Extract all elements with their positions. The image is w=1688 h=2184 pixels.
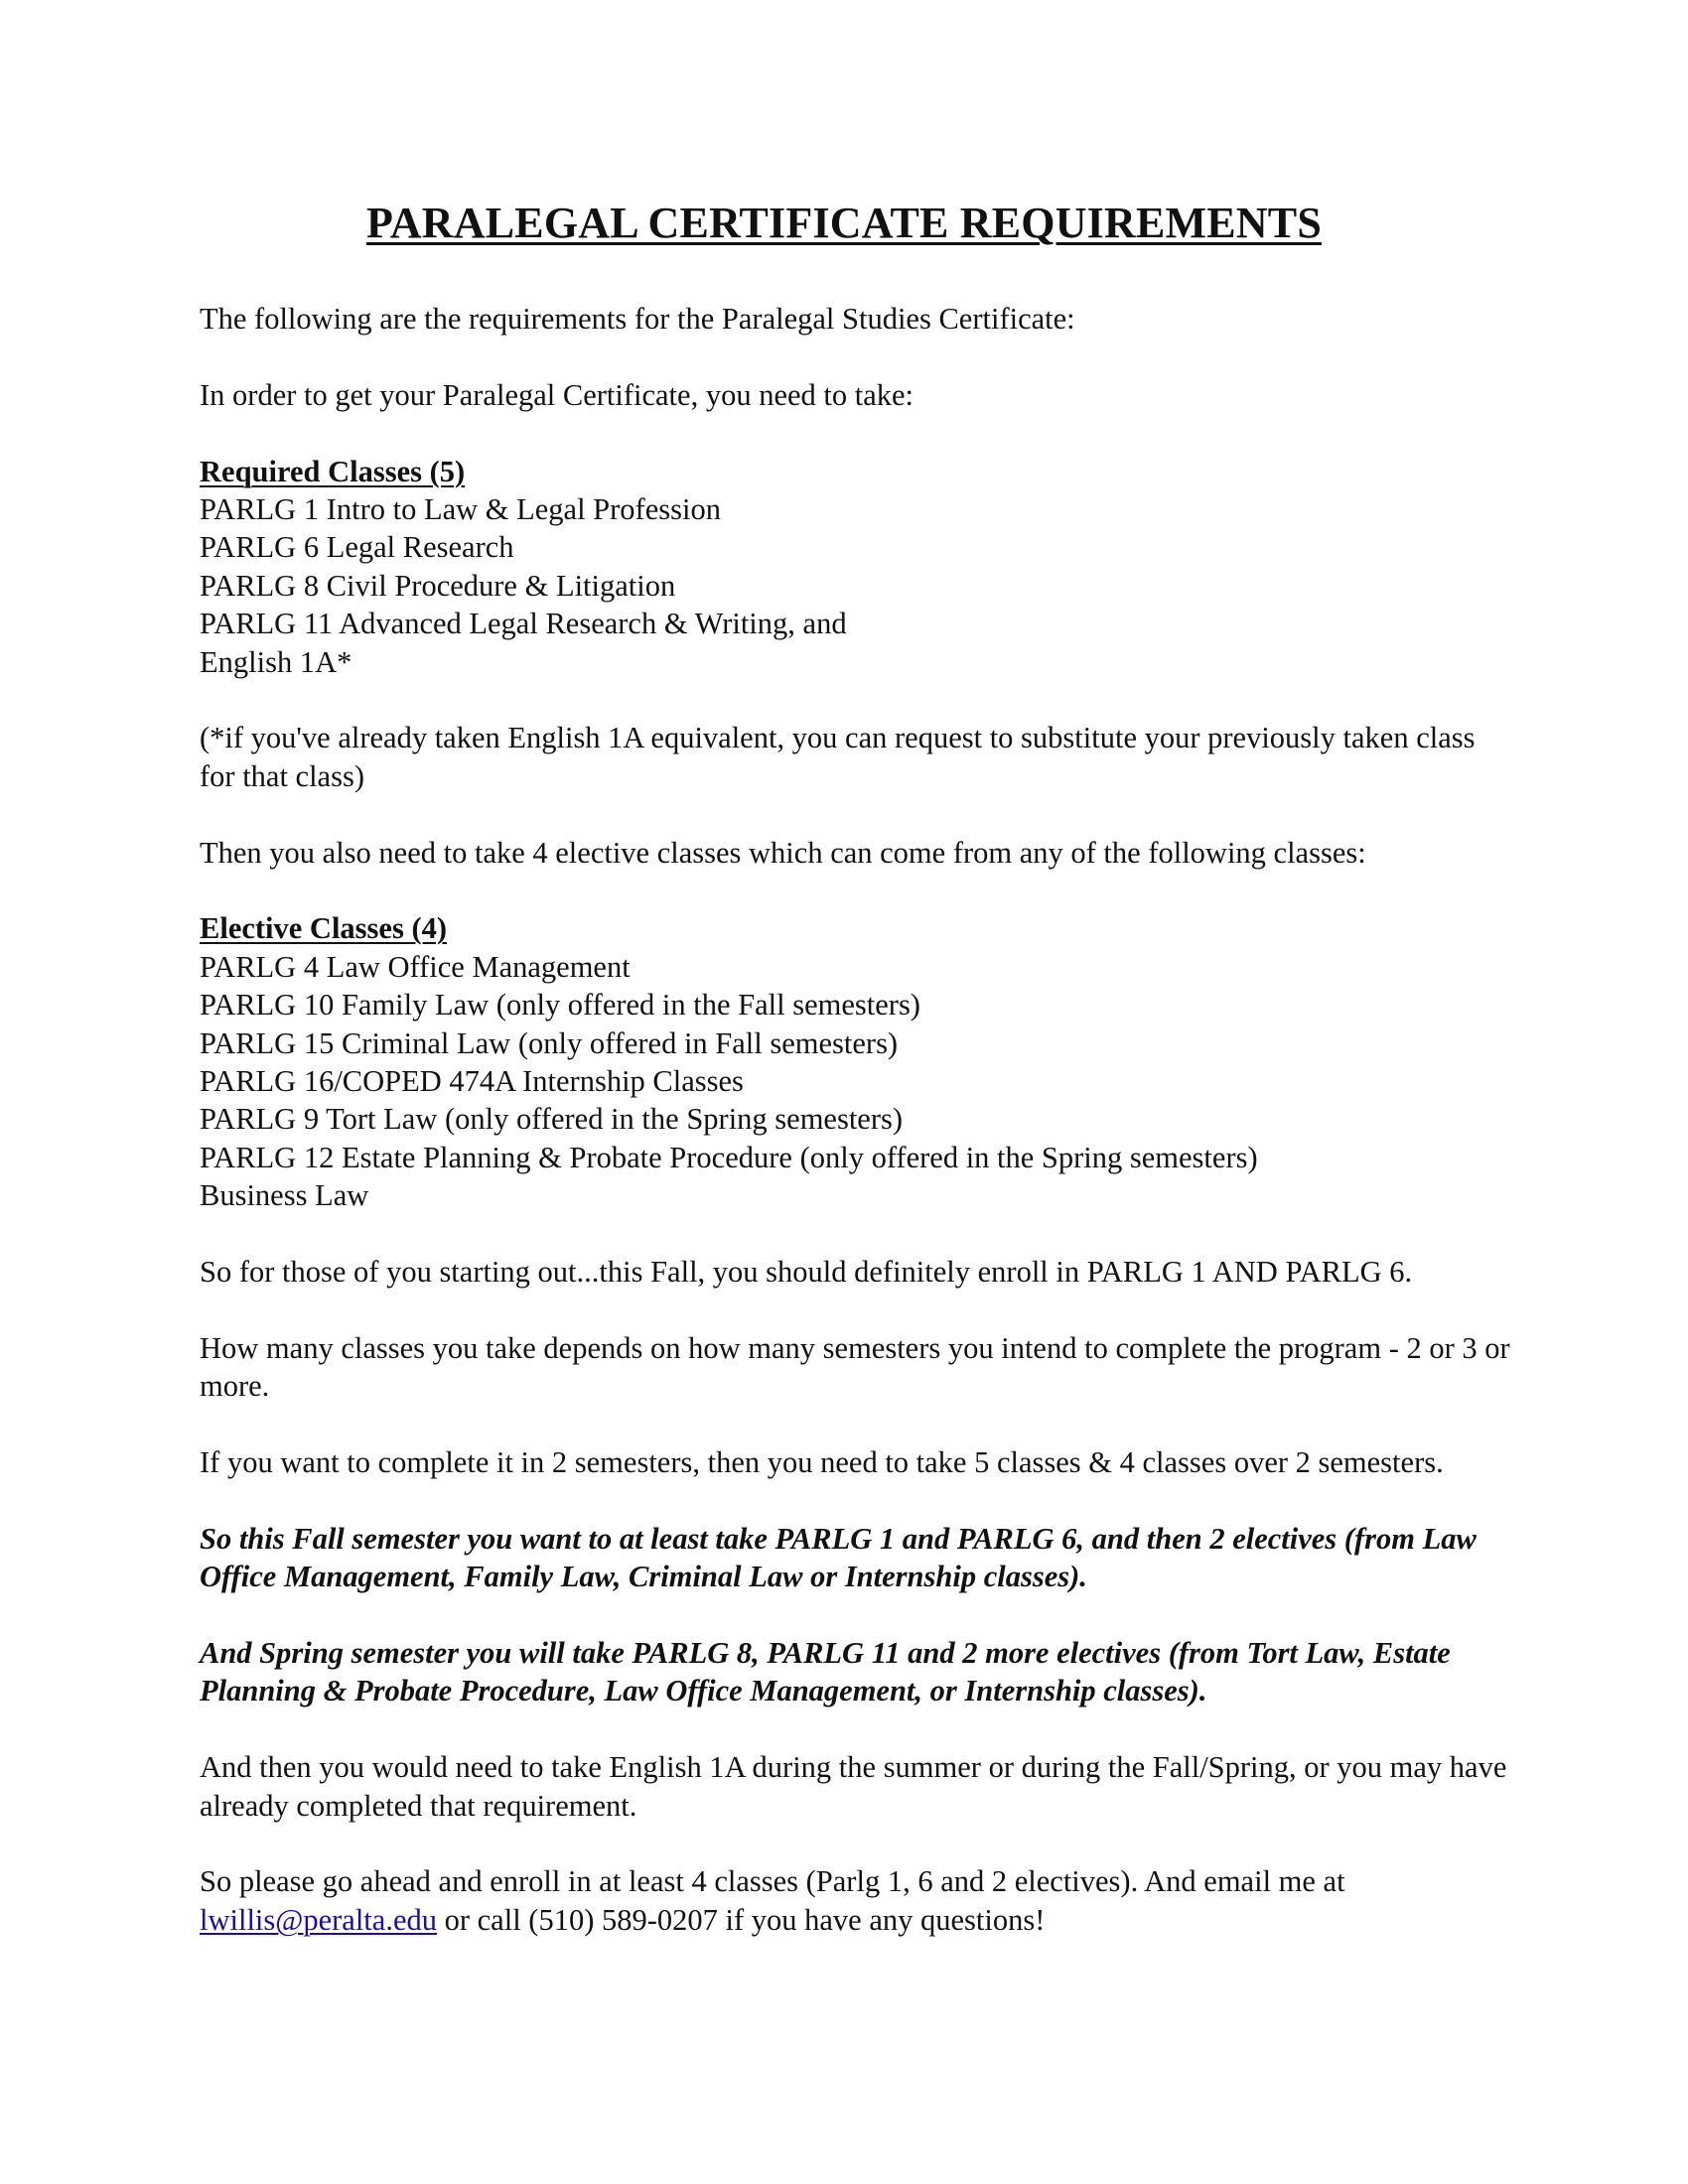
electives-intro-paragraph: Then you also need to take 4 elective classes which can come from any of the following classes:: [200, 835, 1366, 870]
required-classes-section: [200, 453, 1510, 681]
page-title-text: PARALEGAL CERTIFICATE REQUIREMENTS: [366, 199, 1322, 247]
required-class-item: PARLG 6 Legal Research: [200, 530, 514, 565]
elective-class-item: PARLG 4 Law Office Management: [200, 949, 631, 984]
closing-paragraph: [200, 1862, 1510, 1939]
order-paragraph: In order to get your Paralegal Certificate, you need to take:: [200, 377, 914, 412]
elective-class-item: PARLG 16/COPED 474A Internship Classes: [200, 1064, 744, 1099]
closing-text-after: or call (510) 589-0207 if you have any questions!: [444, 1902, 1046, 1937]
fall-plan-paragraph: So this Fall semester you want to at least take PARLG 1 and PARLG 6, and then 2 electives (from Law Office Management, Family Law, Criminal Law or Internship classes).: [200, 1521, 1477, 1594]
required-class-item: English 1A*: [200, 644, 352, 679]
required-classes-heading: Required Classes (5): [200, 454, 466, 488]
required-class-item: PARLG 1 Intro to Law & Legal Profession: [200, 492, 721, 526]
page-title: [0, 197, 1688, 250]
starting-out-paragraph: So for those of you starting out...this Fall, you should definitely enroll in PARLG 1 AND PARLG 6.: [200, 1255, 1413, 1290]
spring-plan-paragraph: And Spring semester you will take PARLG 8, PARLG 11 and 2 more electives (from Tort Law, Estate Planning & Probate Procedure, Law Office Management, or Internship classes).: [200, 1636, 1451, 1708]
two-semesters-paragraph: If you want to complete it in 2 semesters, then you need to take 5 classes & 4 classes over 2 semesters.: [200, 1445, 1444, 1480]
required-class-item: PARLG 11 Advanced Legal Research & Writing, and: [200, 607, 847, 641]
footnote-paragraph: (*if you've already taken English 1A equivalent, you can request to substitute your previously taken class for that class): [200, 721, 1476, 793]
elective-class-item: PARLG 10 Family Law (only offered in the Fall semesters): [200, 988, 920, 1023]
english-paragraph: And then you would need to take English 1A during the summer or during the Fall/Spring, or you may have already completed that requirement.: [200, 1750, 1507, 1823]
elective-class-item: PARLG 12 Estate Planning & Probate Procedure (only offered in the Spring semesters): [200, 1140, 1258, 1174]
document-body: [200, 300, 1510, 1978]
elective-class-item: PARLG 15 Criminal Law (only offered in Fall semesters): [200, 1025, 899, 1060]
closing-text-before: So please go ahead and enroll in at least 4 classes (Parlg 1, 6 and 2 electives). And email me at: [200, 1864, 1345, 1899]
intro-paragraph: The following are the requirements for the Paralegal Studies Certificate:: [200, 302, 1075, 336]
required-class-item: PARLG 8 Civil Procedure & Litigation: [200, 568, 676, 603]
elective-class-item: PARLG 9 Tort Law (only offered in the Spring semesters): [200, 1102, 904, 1137]
elective-classes-heading: Elective Classes (4): [200, 911, 448, 946]
how-many-paragraph: How many classes you take depends on how many semesters you intend to complete the program - 2 or 3 or more.: [200, 1330, 1510, 1404]
elective-class-item: Business Law: [200, 1178, 369, 1213]
elective-classes-section: [200, 909, 1510, 1214]
email-link[interactable]: lwillis@peralta.edu: [200, 1902, 437, 1937]
